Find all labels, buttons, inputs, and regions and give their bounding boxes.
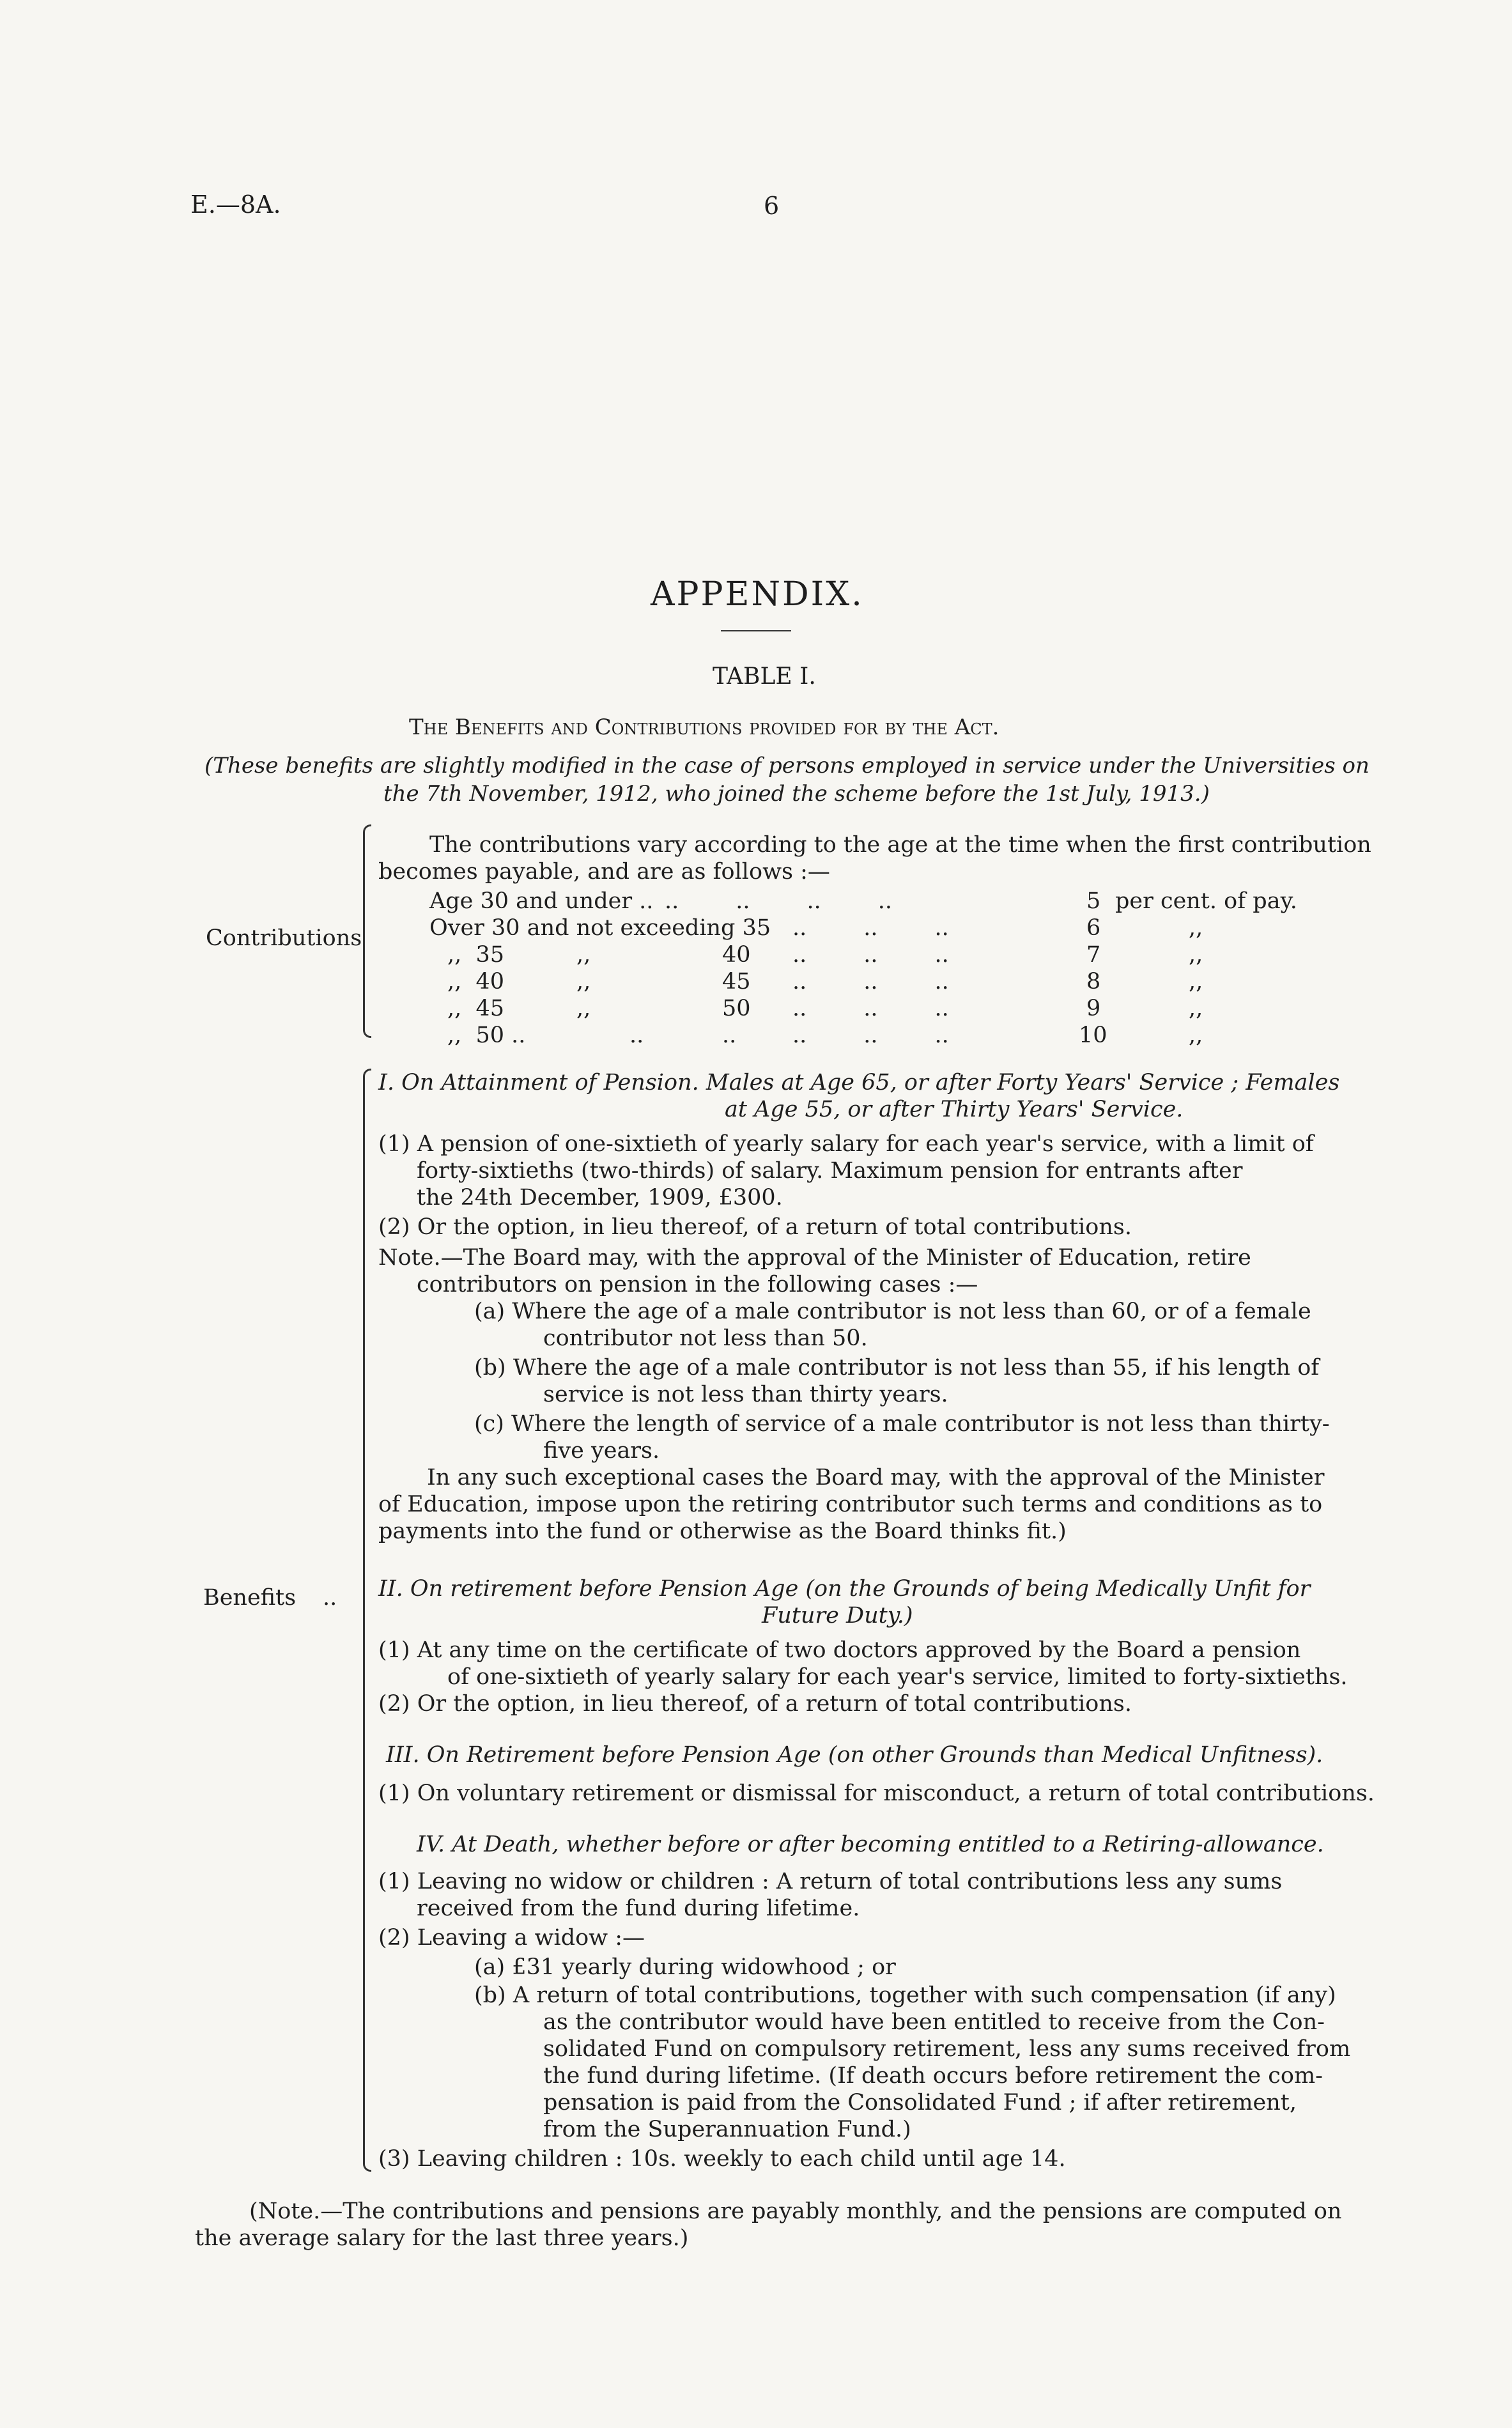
contribution-age: Over 30 and not exceeding 35 bbox=[429, 915, 771, 941]
contribution-upper: 50 bbox=[722, 996, 751, 1021]
contribution-age: ,, 35 bbox=[447, 942, 505, 968]
contribution-rate: 5 bbox=[1086, 888, 1101, 914]
page-number: 6 bbox=[764, 192, 780, 220]
contribution-rate: 8 bbox=[1086, 969, 1101, 994]
contribution-age: ,, 40 bbox=[447, 969, 505, 994]
section-1-item-2: (2) Or the option, in lieu thereof, of a return of total contributions. bbox=[378, 1214, 1132, 1240]
note-case-b: (b) Where the age of a male contributor is not less than 55, if his length of bbox=[474, 1355, 1320, 1380]
section-1-heading-cont: at Age 55, or after Thirty Years' Service. bbox=[725, 1097, 1184, 1122]
contribution-age: ,, 50 .. bbox=[447, 1023, 526, 1048]
note-exceptional: In any such exceptional cases the Board may, with the approval of the Minister bbox=[427, 1465, 1325, 1490]
section-3-heading: III. On Retirement before Pension Age (on other Grounds than Medical Unfitness). bbox=[386, 1742, 1323, 1768]
contribution-ditto: ,, bbox=[576, 942, 591, 968]
contribution-upper: .. bbox=[722, 1023, 737, 1048]
contributions-brace bbox=[363, 824, 371, 1038]
contribution-leader: .. .. .. .. bbox=[665, 888, 893, 914]
section-4-case-b-cont-4: pensation is paid from the Consolidated Fund ; if after retirement, bbox=[543, 2090, 1297, 2115]
section-2-item-1-cont: of one-sixtieth of yearly salary for each year's service, limited to forty-sixtieths. bbox=[447, 1664, 1348, 1690]
contribution-leader: .. .. .. bbox=[792, 996, 949, 1021]
title-rule bbox=[721, 630, 791, 631]
italic-note-line-2: the 7th November, 1912, who joined the scheme before the 1st July, 1913.) bbox=[383, 781, 1210, 807]
section-1-item-1: (1) A pension of one-sixtieth of yearly salary for each year's service, with a limit of bbox=[378, 1131, 1314, 1157]
benefits-brace bbox=[363, 1069, 371, 2172]
section-3-item-1: (1) On voluntary retirement or dismissal for misconduct, a return of total contributions. bbox=[378, 1781, 1375, 1806]
contribution-upper: 40 bbox=[722, 942, 751, 968]
benefits-label: Benefits bbox=[203, 1585, 297, 1611]
contribution-ditto: ,, bbox=[576, 969, 591, 994]
note-case-c-cont: five years. bbox=[543, 1438, 660, 1464]
contribution-age: Age 30 and under .. bbox=[429, 888, 654, 914]
section-4-case-b-cont-3: the fund during lifetime. (If death occurs before retirement the com- bbox=[543, 2063, 1323, 2089]
appendix-title: APPENDIX. bbox=[651, 575, 864, 614]
final-note-line-1: (Note.—The contributions and pensions are payably monthly, and the pensions are computed on bbox=[249, 2199, 1342, 2224]
note-case-b-cont: service is not less than thirty years. bbox=[543, 1382, 948, 1407]
section-1-heading: I. On Attainment of Pension. Males at Age 65, or after Forty Years' Service ; Females bbox=[378, 1070, 1340, 1095]
section-4-item-1-cont: received from the fund during lifetime. bbox=[417, 1896, 860, 1921]
contribution-ditto: .. bbox=[629, 1023, 644, 1048]
contribution-unit: ,, bbox=[1189, 996, 1203, 1021]
section-2-heading-cont: Future Duty.) bbox=[762, 1603, 913, 1628]
section-4-item-3: (3) Leaving children : 10s. weekly to each child until age 14. bbox=[378, 2146, 1066, 2172]
contribution-leader: .. .. .. bbox=[792, 969, 949, 994]
contribution-rate: 9 bbox=[1086, 996, 1101, 1021]
table-title: TABLE I. bbox=[713, 663, 816, 690]
note-paragraph: Note.—The Board may, with the approval of the Minister of Education, retire bbox=[378, 1245, 1251, 1271]
contribution-unit: ,, bbox=[1189, 915, 1203, 941]
contribution-leader: .. .. .. bbox=[792, 942, 949, 968]
note-case-a-cont: contributor not less than 50. bbox=[543, 1326, 868, 1351]
contributions-label: Contributions bbox=[206, 925, 362, 951]
note-paragraph-cont: contributors on pension in the following cases :— bbox=[417, 1272, 978, 1297]
final-note-line-2: the average salary for the last three years.) bbox=[195, 2225, 689, 2251]
note-case-c: (c) Where the length of service of a male contributor is not less than thirty- bbox=[474, 1411, 1330, 1437]
section-4-case-b-cont-2: solidated Fund on compulsory retirement, less any sums received from bbox=[543, 2036, 1351, 2062]
contribution-unit: ,, bbox=[1189, 969, 1203, 994]
italic-note-line-1: (These benefits are slightly modified in the case of persons employed in service under the Universities on bbox=[204, 753, 1369, 778]
contribution-age: ,, 45 bbox=[447, 996, 505, 1021]
section-2-heading: II. On retirement before Pension Age (on the Grounds of being Medically Unfit for bbox=[378, 1576, 1311, 1602]
note-case-a: (a) Where the age of a male contributor is not less than 60, or of a female bbox=[474, 1299, 1311, 1324]
contributions-intro-2: becomes payable, and are as follows :— bbox=[378, 859, 830, 885]
section-4-case-b-cont-5: from the Superannuation Fund.) bbox=[543, 2117, 911, 2142]
section-1-item-1-cont: forty-sixtieths (two-thirds) of salary. Maximum pension for entrants after bbox=[417, 1158, 1243, 1184]
contribution-rate: 6 bbox=[1086, 915, 1101, 941]
note-exceptional-cont: of Education, impose upon the retiring contributor such terms and conditions as to bbox=[378, 1492, 1323, 1517]
section-2-item-2: (2) Or the option, in lieu thereof, of a return of total contributions. bbox=[378, 1691, 1132, 1717]
contributions-intro-1: The contributions vary according to the age at the time when the first contribution bbox=[429, 832, 1371, 858]
page-reference: E.—8A. bbox=[190, 190, 281, 219]
section-2-item-1: (1) At any time on the certificate of two doctors approved by the Board a pension bbox=[378, 1637, 1301, 1663]
section-4-case-b-cont: as the contributor would have been entitled to receive from the Con- bbox=[543, 2009, 1325, 2035]
section-4-heading: IV. At Death, whether before or after becoming entitled to a Retiring-allowance. bbox=[417, 1832, 1324, 1857]
contribution-leader: .. .. .. bbox=[792, 1023, 949, 1048]
benefits-label-leader: .. bbox=[323, 1585, 337, 1611]
section-1-item-1-cont-2: the 24th December, 1909, £300. bbox=[417, 1185, 783, 1210]
note-exceptional-cont-2: payments into the fund or otherwise as the Board thinks fit.) bbox=[378, 1519, 1067, 1544]
contribution-ditto: ,, bbox=[576, 996, 591, 1021]
section-4-case-a: (a) £31 yearly during widowhood ; or bbox=[474, 1954, 896, 1980]
contribution-rate: 7 bbox=[1086, 942, 1101, 968]
contribution-unit: ,, bbox=[1189, 1023, 1203, 1048]
section-4-case-b: (b) A return of total contributions, together with such compensation (if any) bbox=[474, 1983, 1336, 2008]
contribution-leader: .. .. .. bbox=[792, 915, 949, 941]
contribution-unit: per cent. of pay. bbox=[1115, 888, 1297, 914]
table-subtitle: The Benefits and Contributions provided for by the Act. bbox=[409, 715, 999, 740]
contribution-unit: ,, bbox=[1189, 942, 1203, 968]
section-4-item-1: (1) Leaving no widow or children : A return of total contributions less any sums bbox=[378, 1869, 1283, 1894]
section-4-item-2: (2) Leaving a widow :— bbox=[378, 1925, 645, 1951]
contribution-upper: 45 bbox=[722, 969, 751, 994]
contribution-rate: 10 bbox=[1079, 1023, 1107, 1048]
